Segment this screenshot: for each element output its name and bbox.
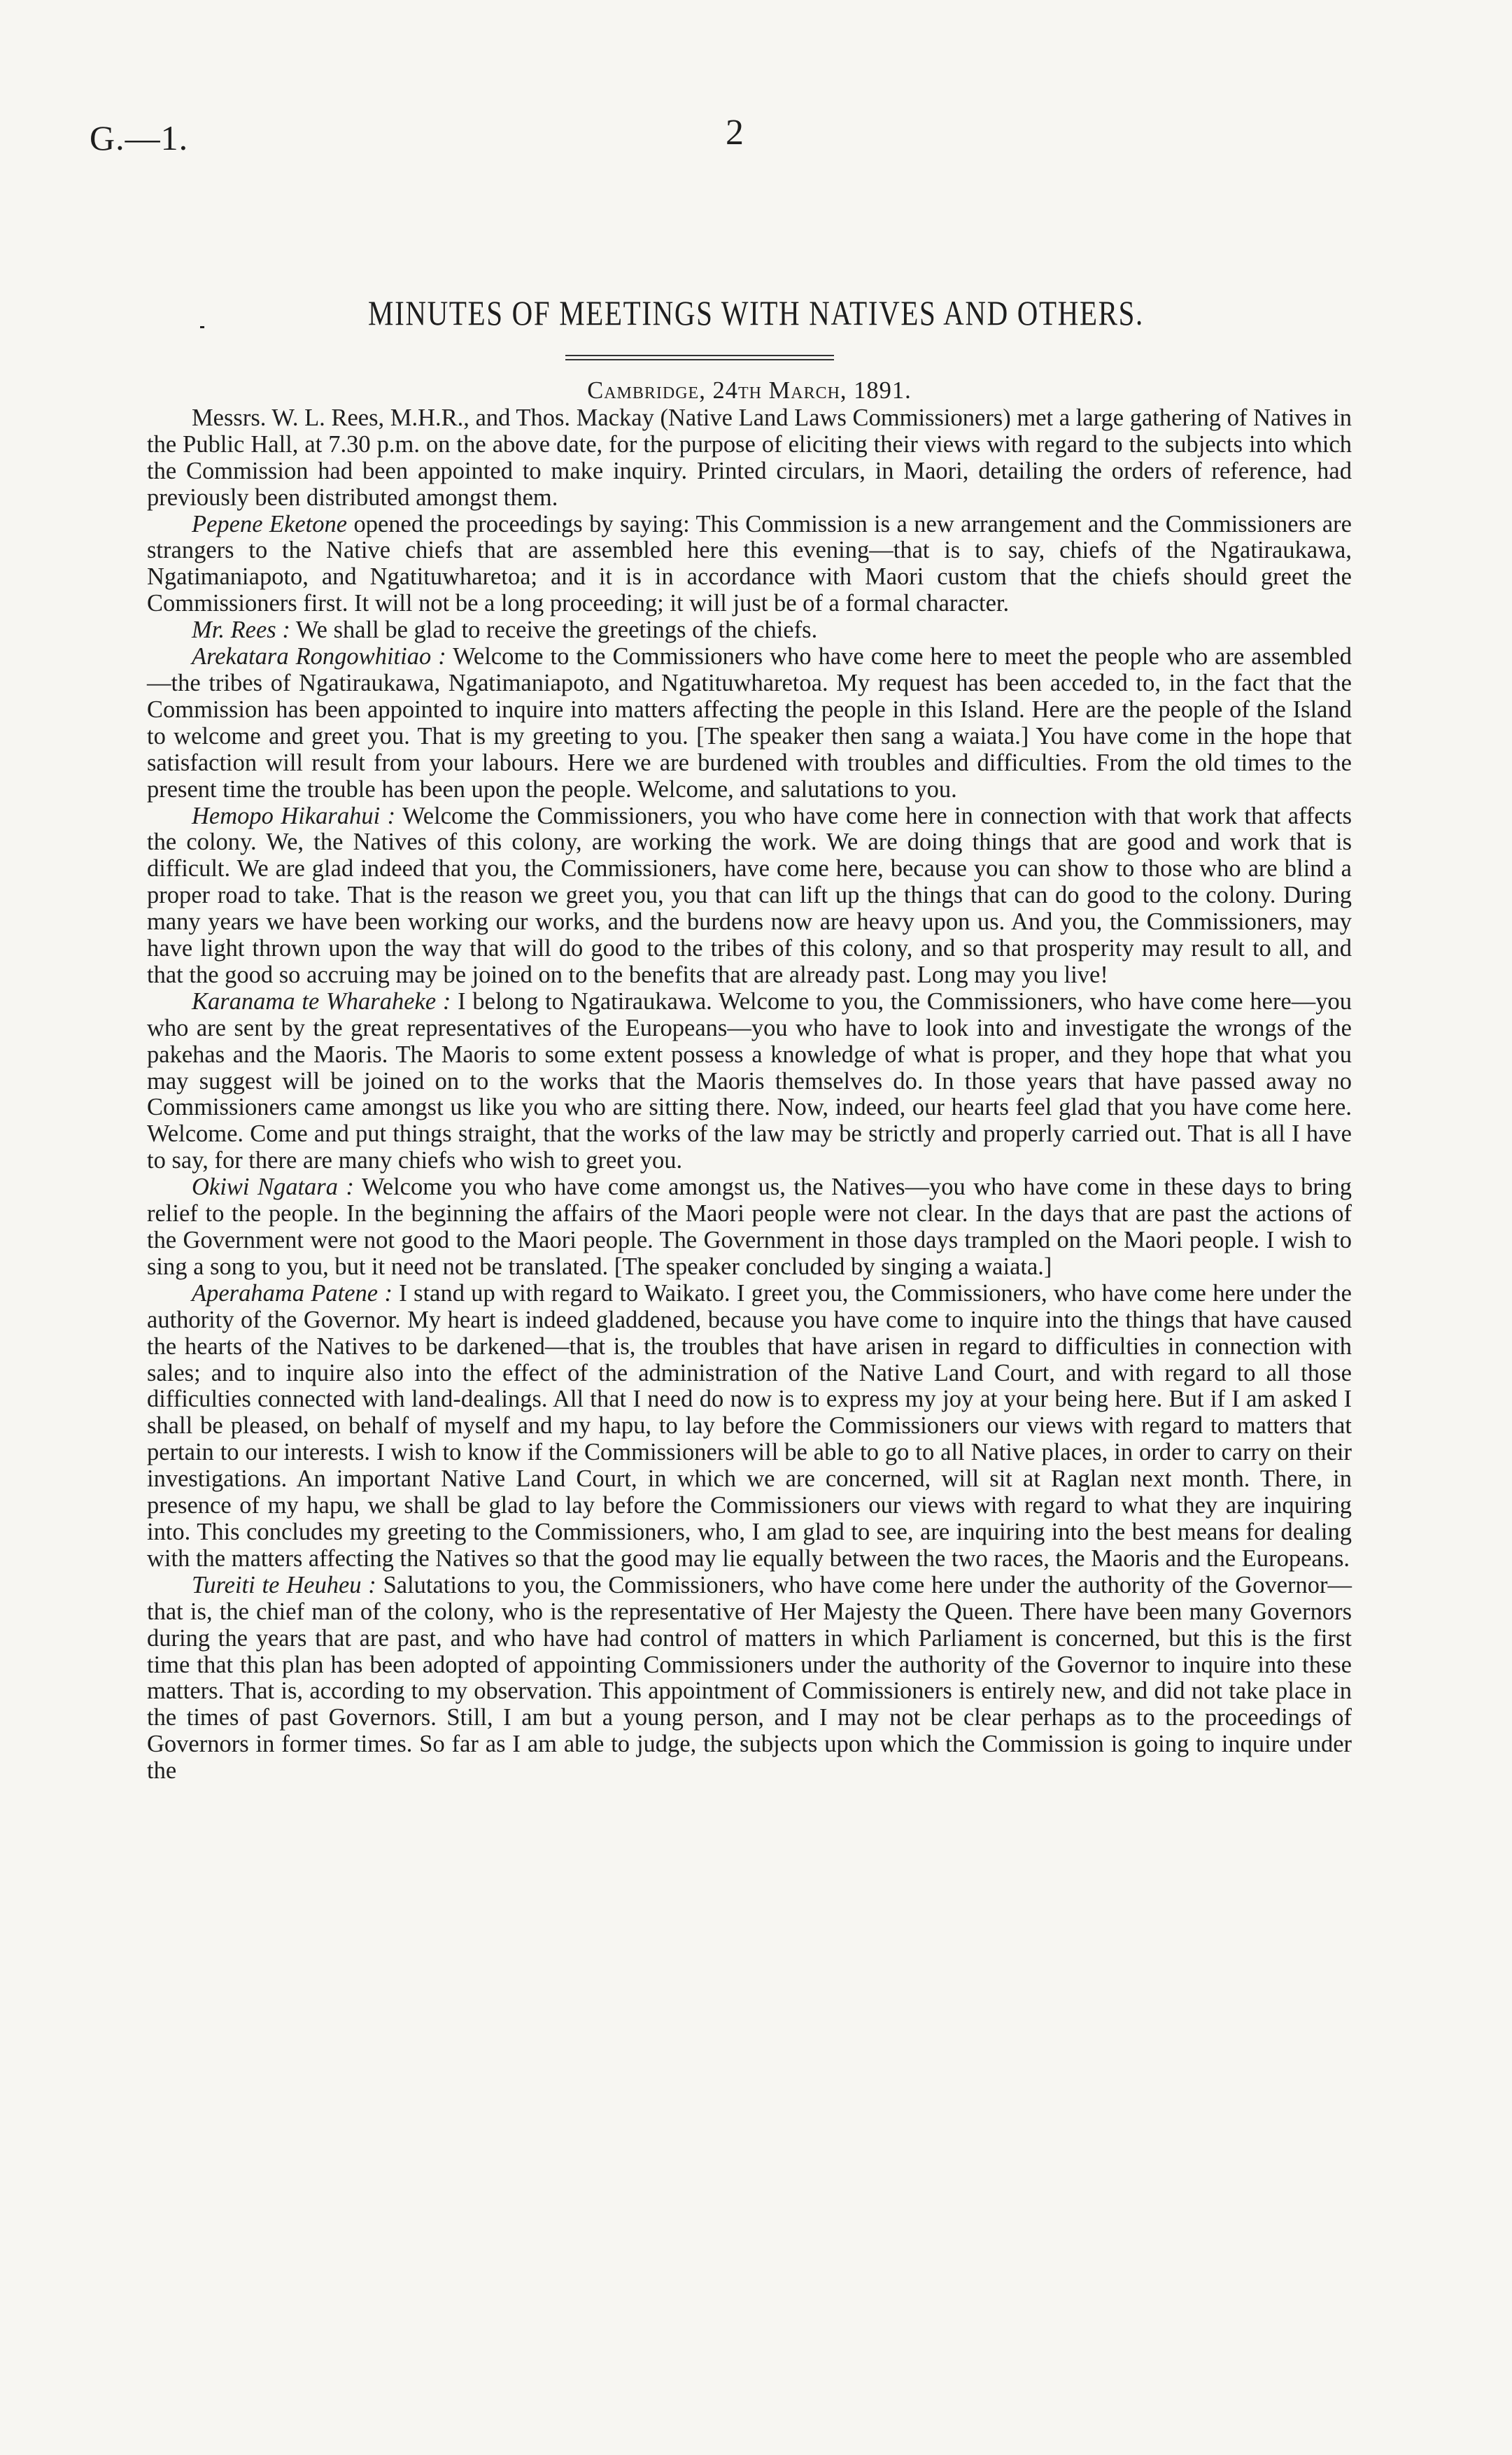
paragraph-speech bbox=[147, 644, 1352, 803]
paragraph-text: I stand up with regard to Waikato. I greet you, the Commissioners, who have come here under the authority of the Governor. My heart is indeed gladdened, because you have come to inquire into the things that have caused the hearts of the Natives to be darkened—that is, the troubles that have arisen in regard to difficulties in connection with sales; and to inquire also into the effect of the administration of the Native Land Court, and with regard to all those difficulties connected with land-dealings. All that I need do now is to express my joy at your being here. But if I am asked I shall be pleased, on behalf of myself and my hapu, to lay before the Commissioners our views with regard to matters that pertain to our interests. I wish to know if the Commissioners will be able to go to all Native places, in order to carry on their investigations. An important Native Land Court, in which we are concerned, will sit at Raglan next month. There, in presence of my hapu, we shall be glad to lay before the Commissioners our views with regard to what they are inquiring into. This concludes my greeting to the Commissioners, who, I am glad to see, are inquiring into the best means for dealing with the matters affecting the Natives so that the good may lie equally between the two races, the Maoris and the Europeans. bbox=[147, 1279, 1352, 1572]
paragraph-speech bbox=[147, 512, 1352, 618]
paragraph-text: Welcome to the Commissioners who have come here to meet the people who are assembled—the tribes of Ngatiraukawa, Ngatimaniapoto, and Ngatituwharetoa. My request has been acceded to, in the fact that the Commission has been appointed to inquire into matters affecting the people in this Island. Here are the people of the Island to welcome and greet you. That is my greeting to you. [The speaker then sang a waiata.] You have come in the hope that satisfaction will result from your labours. Here we are burdened with troubles and difficulties. From the old times to the present time the trouble has been upon the people. Welcome, and salutations to you. bbox=[147, 643, 1352, 803]
paragraph-speech bbox=[147, 1573, 1352, 1785]
speaker: Aperahama Patene : bbox=[192, 1279, 393, 1307]
paragraph-text: We shall be glad to receive the greetings of the chiefs. bbox=[290, 617, 818, 644]
paragraph-speech bbox=[147, 617, 1352, 644]
paragraph-text: Welcome you who have come amongst us, the Natives—you who have come in these days to bring relief to the people. In the beginning the affairs of the Maori people were not clear. In the days that are past the actions of the Government were not good to the Maori people. The Government in those days trampled on the Maori people. I wish to sing a song to you, but it need not be translated. [The speaker concluded by singing a waiata.] bbox=[147, 1174, 1352, 1280]
paragraph-text: Welcome the Commissioners, you who have come here in connection with that work that affects the colony. We, the Natives of this colony, are working the work. We are doing things that are good and work that is difficult. We are glad indeed that you, the Commissioners, have come here, because you can show to those who are blind a proper road to take. That is the reason we greet you, you that can lift up the things that can do good to the colony. During many years we have been working our works, and the burdens now are heavy upon us. And you, the Commissioners, may have light thrown upon the way that will do good to the tribes of this colony, and so that prosperity may result to all, and that the good so accruing may be joined on to the benefits that are already past. Long may you live! bbox=[147, 802, 1352, 988]
dateline-place: Cambridge bbox=[587, 377, 700, 404]
speaker: Okiwi Ngatara : bbox=[192, 1174, 355, 1201]
speaker: Mr. Rees : bbox=[192, 617, 290, 644]
speaker: Pepene Eketone bbox=[192, 510, 348, 537]
speaker: Arekatara Rongowhitiao : bbox=[192, 643, 446, 670]
speaker: Tureiti te Heuheu : bbox=[192, 1571, 376, 1598]
paragraph-speech bbox=[147, 1174, 1352, 1281]
title-rule bbox=[565, 359, 834, 360]
paragraph-speech bbox=[147, 989, 1352, 1174]
document-body bbox=[147, 378, 1352, 1785]
document-title: MINUTES OF MEETINGS WITH NATIVES AND OTHERS. bbox=[368, 293, 1144, 332]
speaker: Karanama te Wharaheke : bbox=[192, 987, 451, 1015]
paragraph-text: Salutations to you, the Commissioners, who have come here under the authority of the Governor—that is, the chief man of the colony, who is the representative of Her Majesty the Queen. There have been many Governors during the years that are past, and who have had control of matters in which Parliament is concerned, but this is the first time that this plan has been adopted of appointing Commissioners under the authority of the Governor to inquire into these matters. That is, according to my observation. This appointment of Commissioners is entirely new, and did not take place in the times of past Governors. Still, I am but a young person, and I may not be clear perhaps as to the proceedings of Governors in former times. So far as I am able to judge, the subjects upon which the Commission is going to inquire under the bbox=[147, 1571, 1352, 1785]
paragraph-text: Messrs. W. L. Rees, M.H.R., and Thos. Mackay (Native Land Laws Commissioners) met a large gathering of Natives in the Public Hall, at 7.30 p.m. on the above date, for the purpose of eliciting their views with regard to the subjects into which the Commission had been appointed to make inquiry. Printed circulars, in Maori, detailing the orders of reference, had previously been distributed amongst them. bbox=[147, 404, 1352, 511]
paragraph-speech bbox=[147, 803, 1352, 989]
title-rule bbox=[565, 355, 834, 356]
page-reference: G.—1. bbox=[90, 118, 189, 157]
speaker: Hemopo Hikarahui : bbox=[192, 802, 396, 829]
paragraph-text: opened the proceedings by saying: This Commission is a new arrangement and the Commissioners are strangers to the Native chiefs that are assembled here this evening—that is to say, chiefs of the Ngatiraukawa, Ngatimaniapoto, and Ngatituwharetoa; and it is in accordance with Maori custom that the chiefs should greet the Commissioners first. It will not be a long proceeding; it will just be of a formal character. bbox=[147, 510, 1352, 617]
page-number: 2 bbox=[726, 113, 744, 153]
paragraph-speech bbox=[147, 1281, 1352, 1573]
dateline bbox=[147, 378, 1352, 405]
paragraph-text: I belong to Ngatiraukawa. Welcome to you, the Commissioners, who have come here—you who are sent by the great representatives of the Europeans—you who have to look into and investigate the wrongs of the pakehas and the Maoris. The Maoris to some extent possess a knowledge of what is proper, and they hope that what you may suggest will be joined on to the works that the Maoris themselves do. In those years that have passed away no Commissioners came amongst us like you who are sitting there. Now, indeed, our hearts feel glad that you have come here. Welcome. Come and put things straight, that the works of the law may be strictly and properly carried out. That is all I have to say, for there are many chiefs who wish to greet you. bbox=[147, 987, 1352, 1174]
paragraph-intro bbox=[147, 405, 1352, 512]
dateline-date: , 24th March, 1891. bbox=[699, 377, 912, 404]
